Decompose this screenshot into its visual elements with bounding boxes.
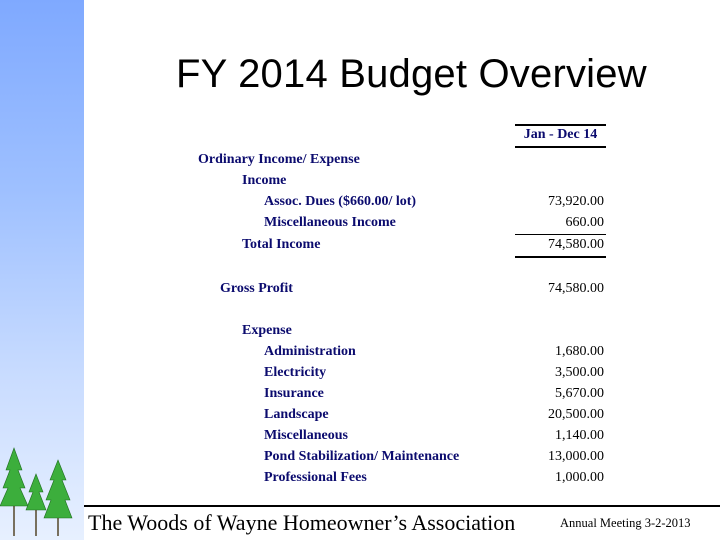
column-header: Jan - Dec 14	[523, 127, 598, 142]
row-value: 660.00	[565, 215, 604, 230]
row-label: Gross Profit	[220, 281, 293, 296]
row-value: 13,000.00	[548, 449, 604, 464]
footer-meeting: Annual Meeting 3-2-2013	[560, 516, 691, 530]
header-rule-bottom	[515, 146, 606, 148]
trees-icon	[0, 440, 80, 540]
row-label: Landscape	[264, 407, 329, 422]
row-label: Income	[242, 173, 287, 188]
row-label: Professional Fees	[264, 470, 367, 485]
footer-organization: The Woods of Wayne Homeowner’s Association	[88, 510, 516, 535]
row-value: 74,580.00	[548, 281, 604, 296]
row-value: 1,000.00	[555, 470, 604, 485]
slide-title: FY 2014 Budget Overview	[176, 52, 647, 96]
row-label: Assoc. Dues ($660.00/ lot)	[264, 194, 417, 209]
row-label: Electricity	[264, 365, 327, 380]
footer-divider	[84, 505, 720, 507]
row-label: Insurance	[264, 386, 324, 401]
row-value: 1,680.00	[555, 344, 604, 359]
row-label: Pond Stabilization/ Maintenance	[264, 449, 460, 464]
header-rule-top	[515, 124, 606, 126]
row-value: 20,500.00	[548, 407, 604, 422]
row-value: 5,670.00	[555, 386, 604, 401]
row-label: Miscellaneous Income	[264, 215, 396, 230]
row-value: 1,140.00	[555, 428, 604, 443]
row-value: 3,500.00	[555, 365, 604, 380]
row-label: Expense	[242, 323, 292, 338]
row-label: Total Income	[242, 237, 321, 252]
row-value: 74,580.00	[548, 237, 604, 252]
row-value: 73,920.00	[548, 194, 604, 209]
row-label: Administration	[264, 344, 356, 359]
total-rule	[515, 256, 606, 258]
row-label: Ordinary Income/ Expense	[198, 152, 360, 167]
row-label: Miscellaneous	[264, 428, 348, 443]
subtotal-rule	[515, 234, 606, 235]
